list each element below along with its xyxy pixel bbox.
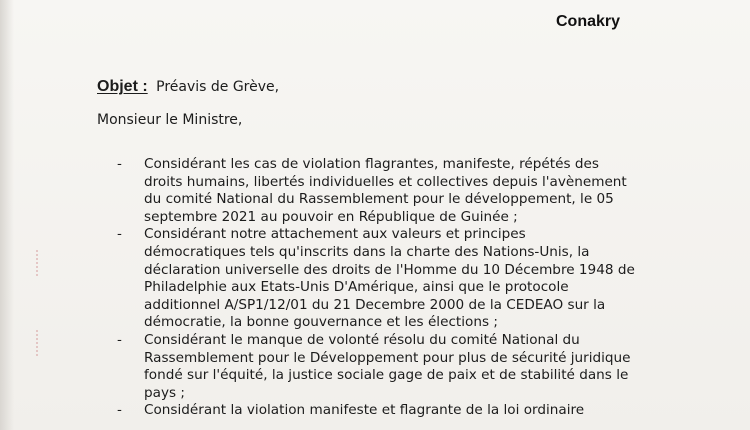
- clause-text-line: fondé sur l'équité, la justice sociale gage de paix et de stabilité dans le: [144, 367, 629, 384]
- clause-text-line: du comité National du Rassemblement pour le développement, le 05: [144, 191, 614, 208]
- clause-list: [110, 156, 635, 420]
- ink-bleed-mark: [36, 250, 48, 276]
- bullet-dash: -: [117, 226, 122, 243]
- ink-bleed-mark: [36, 330, 48, 356]
- subject-label: Objet :: [97, 78, 148, 95]
- clause-text-line: démocratie, la bonne gouvernance et les élections ;: [144, 314, 498, 331]
- clause-text-line: additionnel A/SP1/12/01 du 21 Decembre 2000 de la CEDEAO sur la: [144, 296, 606, 313]
- clause-text-line: septembre 2021 au pouvoir en République de Guinée ;: [144, 208, 518, 225]
- clause-text-line: Considérant le manque de volonté résolu du comité National du: [144, 331, 580, 348]
- clause-item: [110, 156, 630, 226]
- scan-shadow-edge: [0, 0, 14, 430]
- clause-text-line: déclaration universelle des droits de l'Homme du 10 Décembre 1948 de: [144, 261, 635, 278]
- subject-text: Préavis de Grève,: [156, 79, 280, 95]
- bullet-dash: -: [117, 156, 122, 172]
- salutation: Monsieur le Ministre,: [97, 112, 243, 128]
- clause-text-line: Considérant les cas de violation flagrantes, manifeste, répétés des: [144, 156, 599, 172]
- clause-text-line: Philadelphie aux Etats-Unis D'Amérique, ainsi que le protocole: [144, 279, 569, 296]
- clause-item: [110, 402, 630, 420]
- clause-text-line: démocratiques tels qu'inscrits dans la charte des Nations-Unis, la: [144, 243, 590, 260]
- clause-text-line: droits humains, libertés individuelles et collectives depuis l'avènement: [144, 173, 627, 190]
- clause-item: [110, 226, 635, 332]
- city-header: Conakry: [556, 13, 621, 30]
- bullet-dash: -: [117, 402, 122, 419]
- clause-text-line: Considérant notre attachement aux valeurs et principes: [144, 226, 526, 243]
- bullet-dash: -: [117, 331, 122, 348]
- clause-text-line: Rassemblement pour le Développement pour plus de sécurité juridique: [144, 349, 631, 366]
- clause-text-line: pays ;: [144, 384, 185, 401]
- clause-item: [110, 332, 630, 402]
- subject-line: [97, 78, 279, 96]
- clause-text-line: Considérant la violation manifeste et flagrante de la loi ordinaire: [144, 402, 585, 419]
